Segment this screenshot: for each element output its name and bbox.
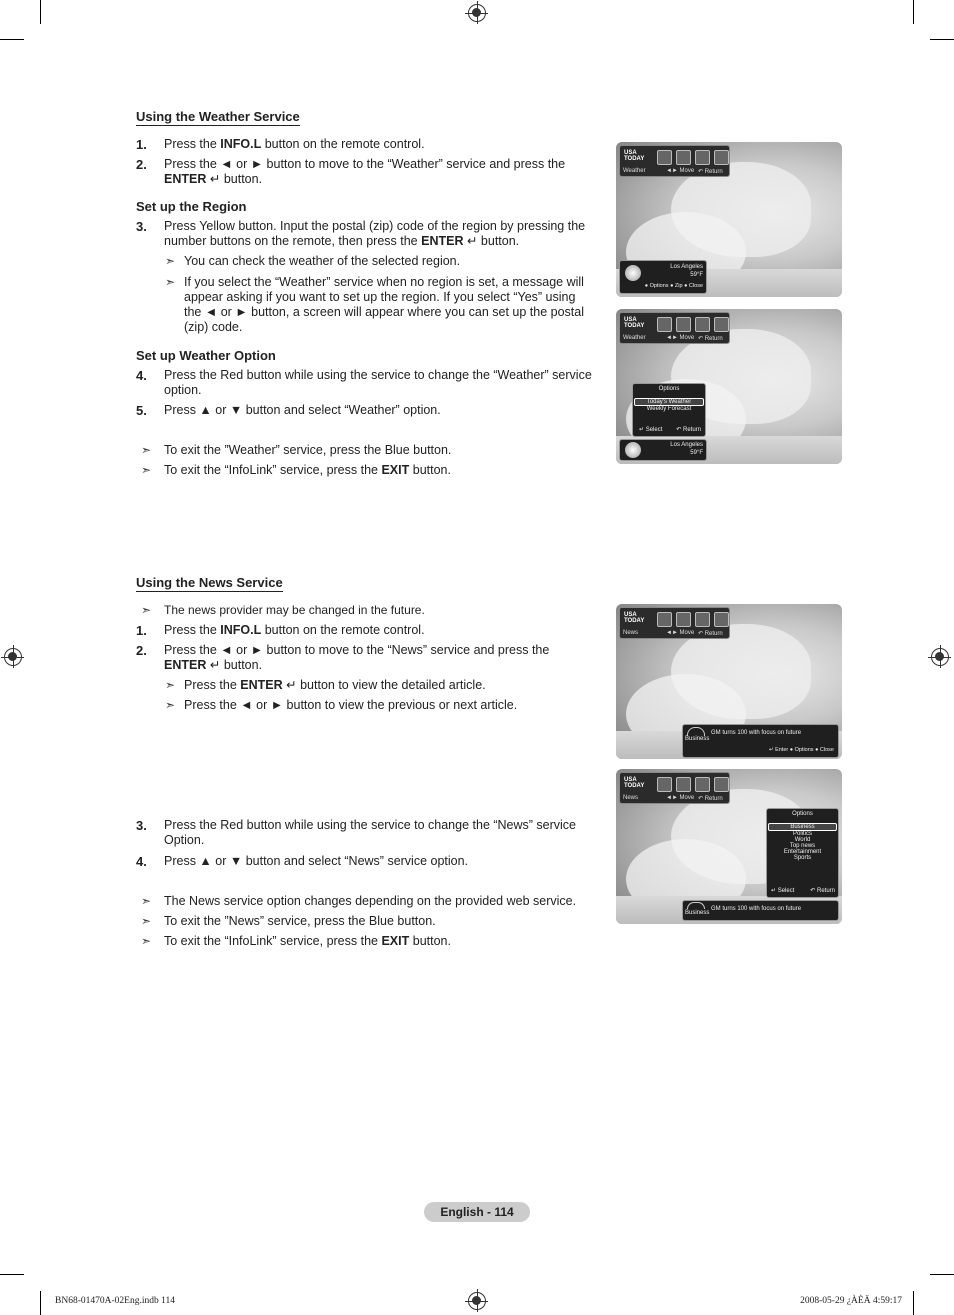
option-item[interactable]: Today's Weather: [634, 398, 704, 406]
photo-icon: [657, 317, 672, 332]
weather-step-5: Press ▲ or ▼ button and select “Weather” option.: [164, 403, 441, 417]
option-item[interactable]: Top news: [789, 843, 816, 849]
step-number: 1.: [136, 623, 147, 638]
screenshot-weather: [616, 142, 842, 297]
note-text: Press the ENTER ↵ button to view the detailed article.: [184, 678, 486, 692]
news-headline: GM turns 100 with focus on future: [711, 730, 802, 736]
option-item[interactable]: Sports: [793, 855, 812, 861]
weather-step-3: Press Yellow button. Input the postal (zip) code of the region by pressing the number buttons on the remote, then press the ENTER ↵ button.: [164, 219, 586, 248]
enter-icon: ↵: [286, 678, 297, 692]
note-arrow-icon: ➣: [141, 934, 152, 948]
select-hint: ↵ Select: [639, 427, 663, 433]
usa-today-logo: USA TODAY: [624, 777, 645, 789]
step-number: 3.: [136, 219, 147, 234]
service-label: News: [623, 795, 639, 801]
options-menu: [632, 383, 706, 437]
note-text: Press the ◄ or ► button to view the previous or next article.: [184, 698, 518, 712]
step-number: 3.: [136, 818, 147, 833]
note-arrow-icon: ➣: [141, 463, 152, 477]
registration-mark-icon: [468, 4, 486, 22]
sun-icon: [625, 265, 641, 281]
option-item[interactable]: Business: [768, 823, 837, 831]
service-bar: [619, 145, 730, 177]
service-label: News: [623, 630, 639, 636]
option-item[interactable]: Politics: [792, 831, 812, 837]
note-arrow-icon: ➣: [165, 678, 176, 692]
news-icon: [676, 777, 691, 792]
move-hint: ◄► Move: [666, 795, 695, 801]
step-number: 4.: [136, 854, 147, 869]
subheading-region: Set up the Region: [136, 199, 247, 214]
options-menu: [766, 808, 839, 898]
exit-note: To exit the “InfoLink” service, press the EXIT button.: [164, 463, 451, 477]
weather-step-2: Press the ◄ or ► button to move to the “Weather” service and press the ENTER ↵ button.: [164, 157, 566, 186]
enter-icon: ↵: [209, 172, 221, 186]
note-arrow-icon: ➣: [165, 698, 176, 712]
move-hint: ◄► Move: [666, 630, 695, 636]
photo-icon: [657, 777, 672, 792]
note-arrow-icon: ➣: [141, 443, 152, 457]
weather-box: [619, 439, 707, 461]
settings-icon: [714, 612, 729, 627]
crop-mark: [913, 0, 914, 24]
option-item[interactable]: World: [794, 837, 811, 843]
options-title: Options: [792, 811, 813, 817]
note-text: The news provider may be changed in the future.: [164, 603, 425, 617]
stock-icon: [695, 150, 710, 165]
usa-today-logo: USA TODAY: [624, 612, 645, 624]
option-item[interactable]: Entertainment: [783, 849, 822, 855]
return-hint: ↶ Return: [698, 796, 723, 802]
registration-mark-icon: [931, 648, 949, 666]
registration-mark-icon: [4, 648, 22, 666]
weather-box: [619, 260, 707, 294]
temperature: 59°F: [690, 272, 703, 278]
options-title: Options: [658, 386, 680, 392]
news-heading: Using the News Service: [136, 575, 283, 590]
settings-icon: [714, 777, 729, 792]
crop-mark: [913, 1291, 914, 1315]
globe-icon: [687, 902, 705, 909]
stock-icon: [695, 317, 710, 332]
exit-note: To exit the ”Weather” service, press the Blue button.: [164, 443, 452, 457]
exit-note: To exit the “InfoLink” service, press the EXIT button.: [164, 934, 451, 948]
crop-mark: [0, 1274, 24, 1275]
note-arrow-icon: ➣: [141, 894, 152, 908]
weather-icon: [676, 150, 691, 165]
stock-icon: [695, 612, 710, 627]
page-number: English - 114: [424, 1202, 530, 1222]
step-number: 2.: [136, 643, 147, 658]
note-text: You can check the weather of the selected region.: [184, 254, 461, 268]
step-number: 5.: [136, 403, 147, 418]
weather-heading: Using the Weather Service: [136, 109, 300, 124]
usa-today-logo: USA TODAY: [624, 150, 645, 162]
footer-file: BN68-01470A-02Eng.indb 114: [55, 1296, 175, 1306]
footer-timestamp: 2008-05-29 ¿ÀÈÄ 4:59:17: [800, 1296, 902, 1306]
return-hint: ↶ Return: [698, 336, 723, 342]
screenshot-news: [616, 604, 842, 759]
photo-icon: [657, 150, 672, 165]
note-arrow-icon: ➣: [141, 914, 152, 928]
select-hint: ↵ Select: [771, 888, 795, 894]
news-buttons: ↵ Enter ● Options ● Close: [768, 747, 834, 753]
step-number: 2.: [136, 157, 147, 172]
move-hint: ◄► Move: [666, 168, 695, 174]
news-category: Business: [685, 910, 710, 916]
news-step-3: Press the Red button while using the service to change the “News” service Option.: [164, 818, 577, 847]
return-hint: ↶ Return: [810, 888, 835, 894]
crop-mark: [930, 1274, 954, 1275]
news-category: Business: [685, 736, 710, 742]
move-hint: ◄► Move: [666, 335, 695, 341]
news-step-4: Press ▲ or ▼ button and select “News” service option.: [164, 854, 469, 868]
crop-mark: [40, 0, 41, 24]
news-box: [682, 724, 839, 758]
enter-icon: ↵: [466, 234, 478, 248]
news-step-1: Press the INFO.L button on the remote control.: [164, 623, 425, 637]
weather-icon: [676, 317, 691, 332]
news-icon: [676, 612, 691, 627]
crop-mark: [930, 39, 954, 40]
service-bar: [619, 772, 730, 804]
step-number: 4.: [136, 368, 147, 383]
return-hint: ↶ Return: [676, 427, 701, 433]
weather-buttons: ● Options ● Zip ● Close: [644, 283, 703, 289]
crop-mark: [40, 1291, 41, 1315]
city-label: Los Angeles: [670, 442, 703, 448]
city-label: Los Angeles: [670, 264, 703, 270]
weather-step-4: Press the Red button while using the service to change the “Weather” service option.: [164, 368, 592, 397]
usa-today-logo: USA TODAY: [624, 317, 645, 329]
crop-mark: [0, 39, 24, 40]
return-hint: ↶ Return: [698, 169, 723, 175]
option-item[interactable]: Weekly Forecast: [646, 406, 692, 412]
screenshot-news-options: [616, 769, 842, 924]
subheading-option: Set up Weather Option: [136, 348, 276, 363]
stock-icon: [695, 777, 710, 792]
sun-icon: [625, 442, 641, 458]
news-box: [682, 900, 839, 921]
note-arrow-icon: ➣: [165, 275, 176, 289]
registration-mark-icon: [468, 1292, 486, 1310]
exit-note: To exit the ”News” service, press the Blue button.: [164, 914, 436, 928]
note-arrow-icon: ➣: [141, 603, 152, 617]
news-headline: GM turns 100 with focus on future: [711, 906, 802, 912]
service-bar: [619, 312, 730, 344]
enter-icon: ↵: [209, 658, 221, 672]
service-bar: [619, 607, 730, 639]
step-number: 1.: [136, 137, 147, 152]
note-text: If you select the “Weather” service when no region is set, a message will appear asking if you want to set up the region. If you select “Yes” using the ◄ or ► button, a screen will appear where you can set up the postal (zip) code.: [184, 275, 584, 334]
settings-icon: [714, 317, 729, 332]
service-label: Weather: [623, 335, 646, 341]
settings-icon: [714, 150, 729, 165]
exit-note: The News service option changes depending on the provided web service.: [164, 894, 577, 908]
weather-step-1: Press the INFO.L button on the remote control.: [164, 137, 425, 151]
globe-icon: [687, 727, 705, 736]
note-arrow-icon: ➣: [165, 254, 176, 268]
screenshot-weather-options: [616, 309, 842, 464]
temperature: 59°F: [690, 450, 703, 456]
news-step-2: Press the ◄ or ► button to move to the “News” service and press the ENTER ↵ button.: [164, 643, 550, 672]
return-hint: ↶ Return: [698, 631, 723, 637]
service-label: Weather: [623, 168, 646, 174]
photo-icon: [657, 612, 672, 627]
